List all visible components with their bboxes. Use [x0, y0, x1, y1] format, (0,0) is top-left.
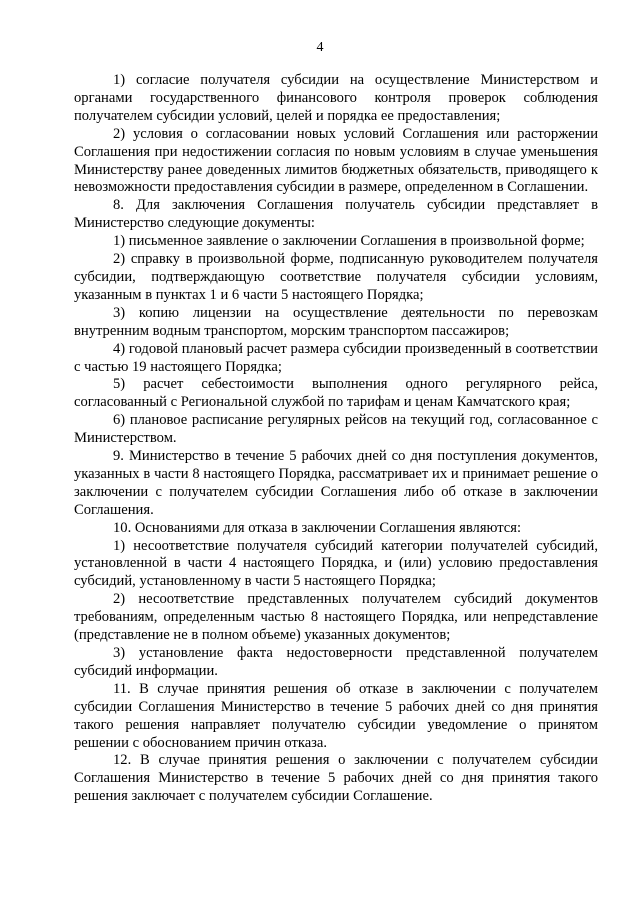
- paragraph-schedule: 6) плановое расписание регулярных рейсов на текущий год, согласованное с Министерством.: [74, 412, 598, 447]
- paragraph-false-information: 3) установление факта недостоверности представленной получателем субсидий информации.: [74, 645, 598, 679]
- paragraph-document-mismatch: 2) несоответствие представленных получателем субсидий документов требованиям, определенным частью 8 настоящего Порядка, или непредставление (представление не в полном объеме) указанных документов;: [74, 591, 598, 644]
- paragraph-agreement-conditions: 2) условия о согласовании новых условий Соглашения или расторжении Соглашения при недостижении согласия по новым условиям в случае уменьшения Министерству ранее доведенных лимитов бюджетных обязательств, приводящего к невозможности предоставления субсидии в размере, определенном в Соглашении.: [74, 125, 598, 196]
- paragraph-section-9: 9. Министерство в течение 5 рабочих дней со дня поступления документов, указанных в части 8 настоящего Порядка, рассматривает их и принимает решение о заключении с получателем субсидии Соглашения либо об отказе в заключении Соглашения.: [74, 448, 598, 518]
- paragraph-section-10-intro: 10. Основаниями для отказа в заключении Соглашения являются:: [113, 519, 522, 536]
- paragraph-section-8-intro: 8. Для заключения Соглашения получатель субсидии представляет в Министерство следующие документы:: [74, 197, 598, 232]
- paragraph-annual-calculation: 4) годовой плановый расчет размера субсидии произведенный в соответствии с частью 19 настоящего Порядка;: [74, 340, 598, 375]
- paragraph-cost-calculation: 5) расчет себестоимости выполнения одного регулярного рейса, согласованный с Региональной службой по тарифам и ценам Камчатского края;: [74, 376, 598, 411]
- paragraph-certificate: 2) справку в произвольной форме, подписанную руководителем получателя субсидии, подтверждающую соответствие получателя субсидии условиям, указанным в пунктах 1 и 6 части 5 настоящего Порядка;: [74, 251, 598, 303]
- paragraph-license-copy: 3) копию лицензии на осуществление деятельности по перевозкам внутренним водным транспортом, морским транспортом пассажиров;: [74, 304, 598, 339]
- paragraph-consent-to-inspections: 1) согласие получателя субсидии на осуществление Министерством и органами государственного финансового контроля проверок соблюдения получателем субсидии условий, целей и порядка ее предоставления;: [74, 72, 598, 124]
- paragraph-written-application: 1) письменное заявление о заключении Соглашения в произвольной форме;: [113, 233, 585, 250]
- paragraph-section-11: 11. В случае принятия решения об отказе в заключении с получателем субсидии Соглашения Министерство в течение 5 рабочих дней со дня принятия такого решения направляет получателю субсидии уведомление о принятом решении с обоснованием причин отказа.: [74, 680, 598, 751]
- paragraph-section-12: 12. В случае принятия решения о заключении с получателем субсидии Соглашения Министерство в течение 5 рабочих дней со дня принятия такого решения заключает с получателем субсидии Соглашение.: [74, 752, 598, 805]
- paragraph-category-mismatch: 1) несоответствие получателя субсидий категории получателей субсидий, установленной в части 4 настоящего Порядка, и (или) условию предоставления субсидий, установленному в части 5 настоящего Порядка;: [74, 537, 598, 590]
- document-body: [74, 72, 598, 806]
- page-number: 4: [316, 40, 324, 55]
